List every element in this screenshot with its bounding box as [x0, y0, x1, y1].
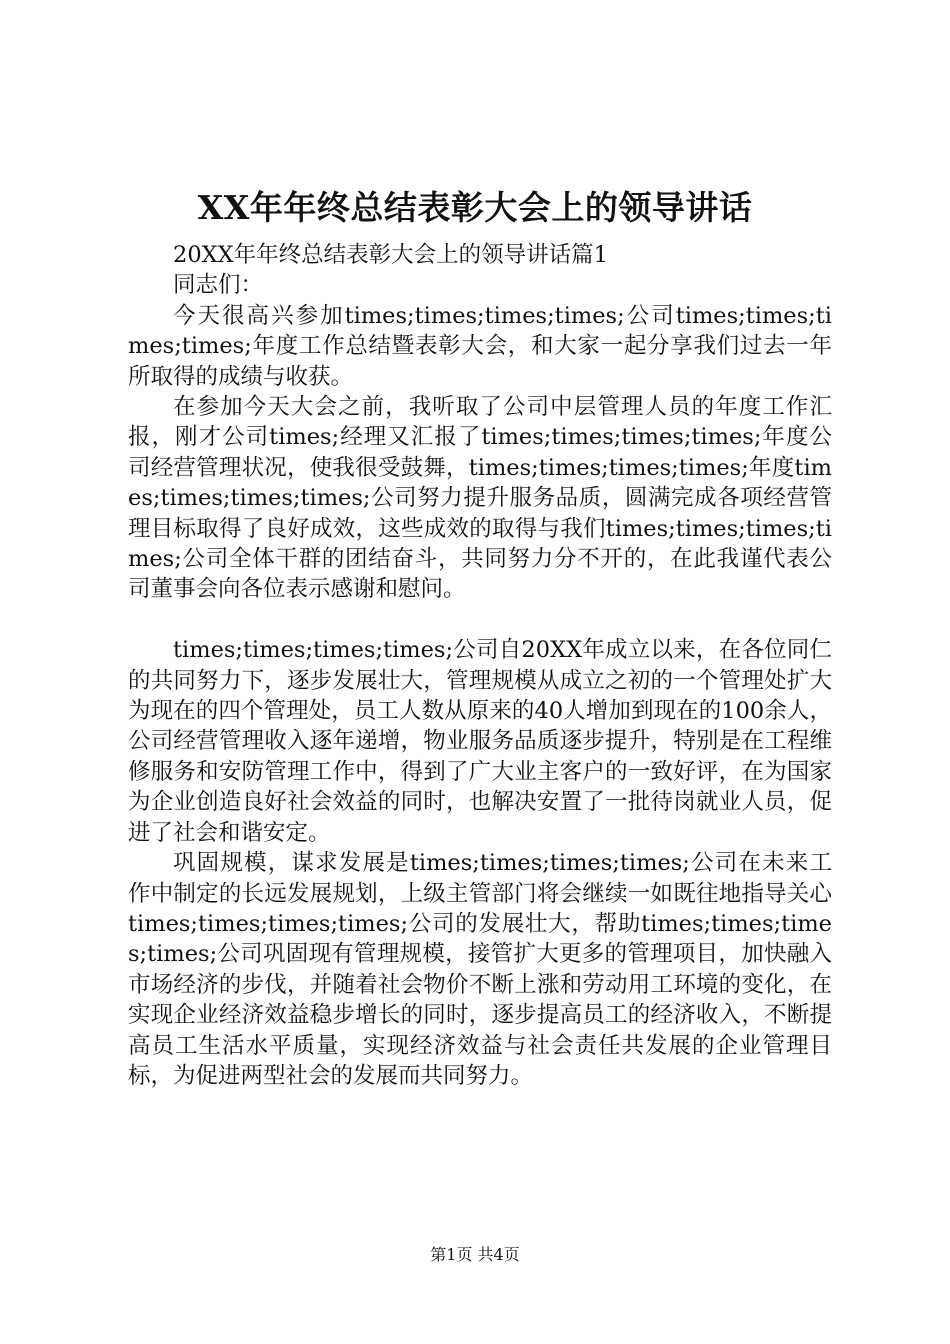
paragraph-1: 今天很高兴参加times;times;times;times;公司times;times;times;times;年度工作总结暨表彰大会，和大家一起分享我们过去一年所取得的成绩与收获。: [128, 302, 832, 390]
salutation: 同志们：: [173, 272, 264, 299]
paragraph-4: 巩固规模，谋求发展是times;times;times;times;公司在未来工作中制定的长远发展规划，上级主管部门将会继续一如既往地指导关心times;times;times;times;公司的发展壮大，帮助times;times;times;times;公司巩固现有管理规模，接管扩大更多的管理项目，加快融入市场经济的步伐，并随着社会物价不断上涨和劳动用工环境的变化，在实现企业经济效益稳步增长的同时，逐步提高员工的经济收入，不断提高员工生活水平质量，实现经济效益与社会责任共发展的企业管理目标，为促进两型社会的发展而共同努力。: [128, 850, 832, 1089]
document-title: XX年年终总结表彰大会上的领导讲话: [197, 188, 753, 227]
document-subtitle: 20XX年年终总结表彰大会上的领导讲话篇1: [173, 242, 608, 268]
page-number-footer: 第1页 共4页: [430, 1245, 520, 1264]
document-body: [128, 240, 832, 1091]
paragraph-3: times;times;times;times;公司自20XX年成立以来，在各位同仁的共同努力下，逐步发展壮大，管理规模从成立之初的一个管理处扩大为现在的四个管理处，员工人数从原来的40人增加到现在的100余人，公司经营管理收入逐年递增，物业服务品质逐步提升，特别是在工程维修服务和安防管理工作中，得到了广大业主客户的一致好评，在为国家为企业创造良好社会效益的同时，也解决安置了一批待岗就业人员，促进了社会和谐安定。: [128, 637, 832, 846]
paragraph-2: 在参加今天大会之前，我听取了公司中层管理人员的年度工作汇报，刚才公司times;经理又汇报了times;times;times;times;年度公司经营管理状况，使我很受鼓舞，times;times;times;times;年度times;times;times;times;公司努力提升服务品质，圆满完成各项经营管理目标取得了良好成效，这些成效的取得与我们times;times;times;times;公司全体干群的团结奋斗，共同努力分不开的，在此我谨代表公司董事会向各位表示感谢和慰问。: [128, 394, 832, 603]
